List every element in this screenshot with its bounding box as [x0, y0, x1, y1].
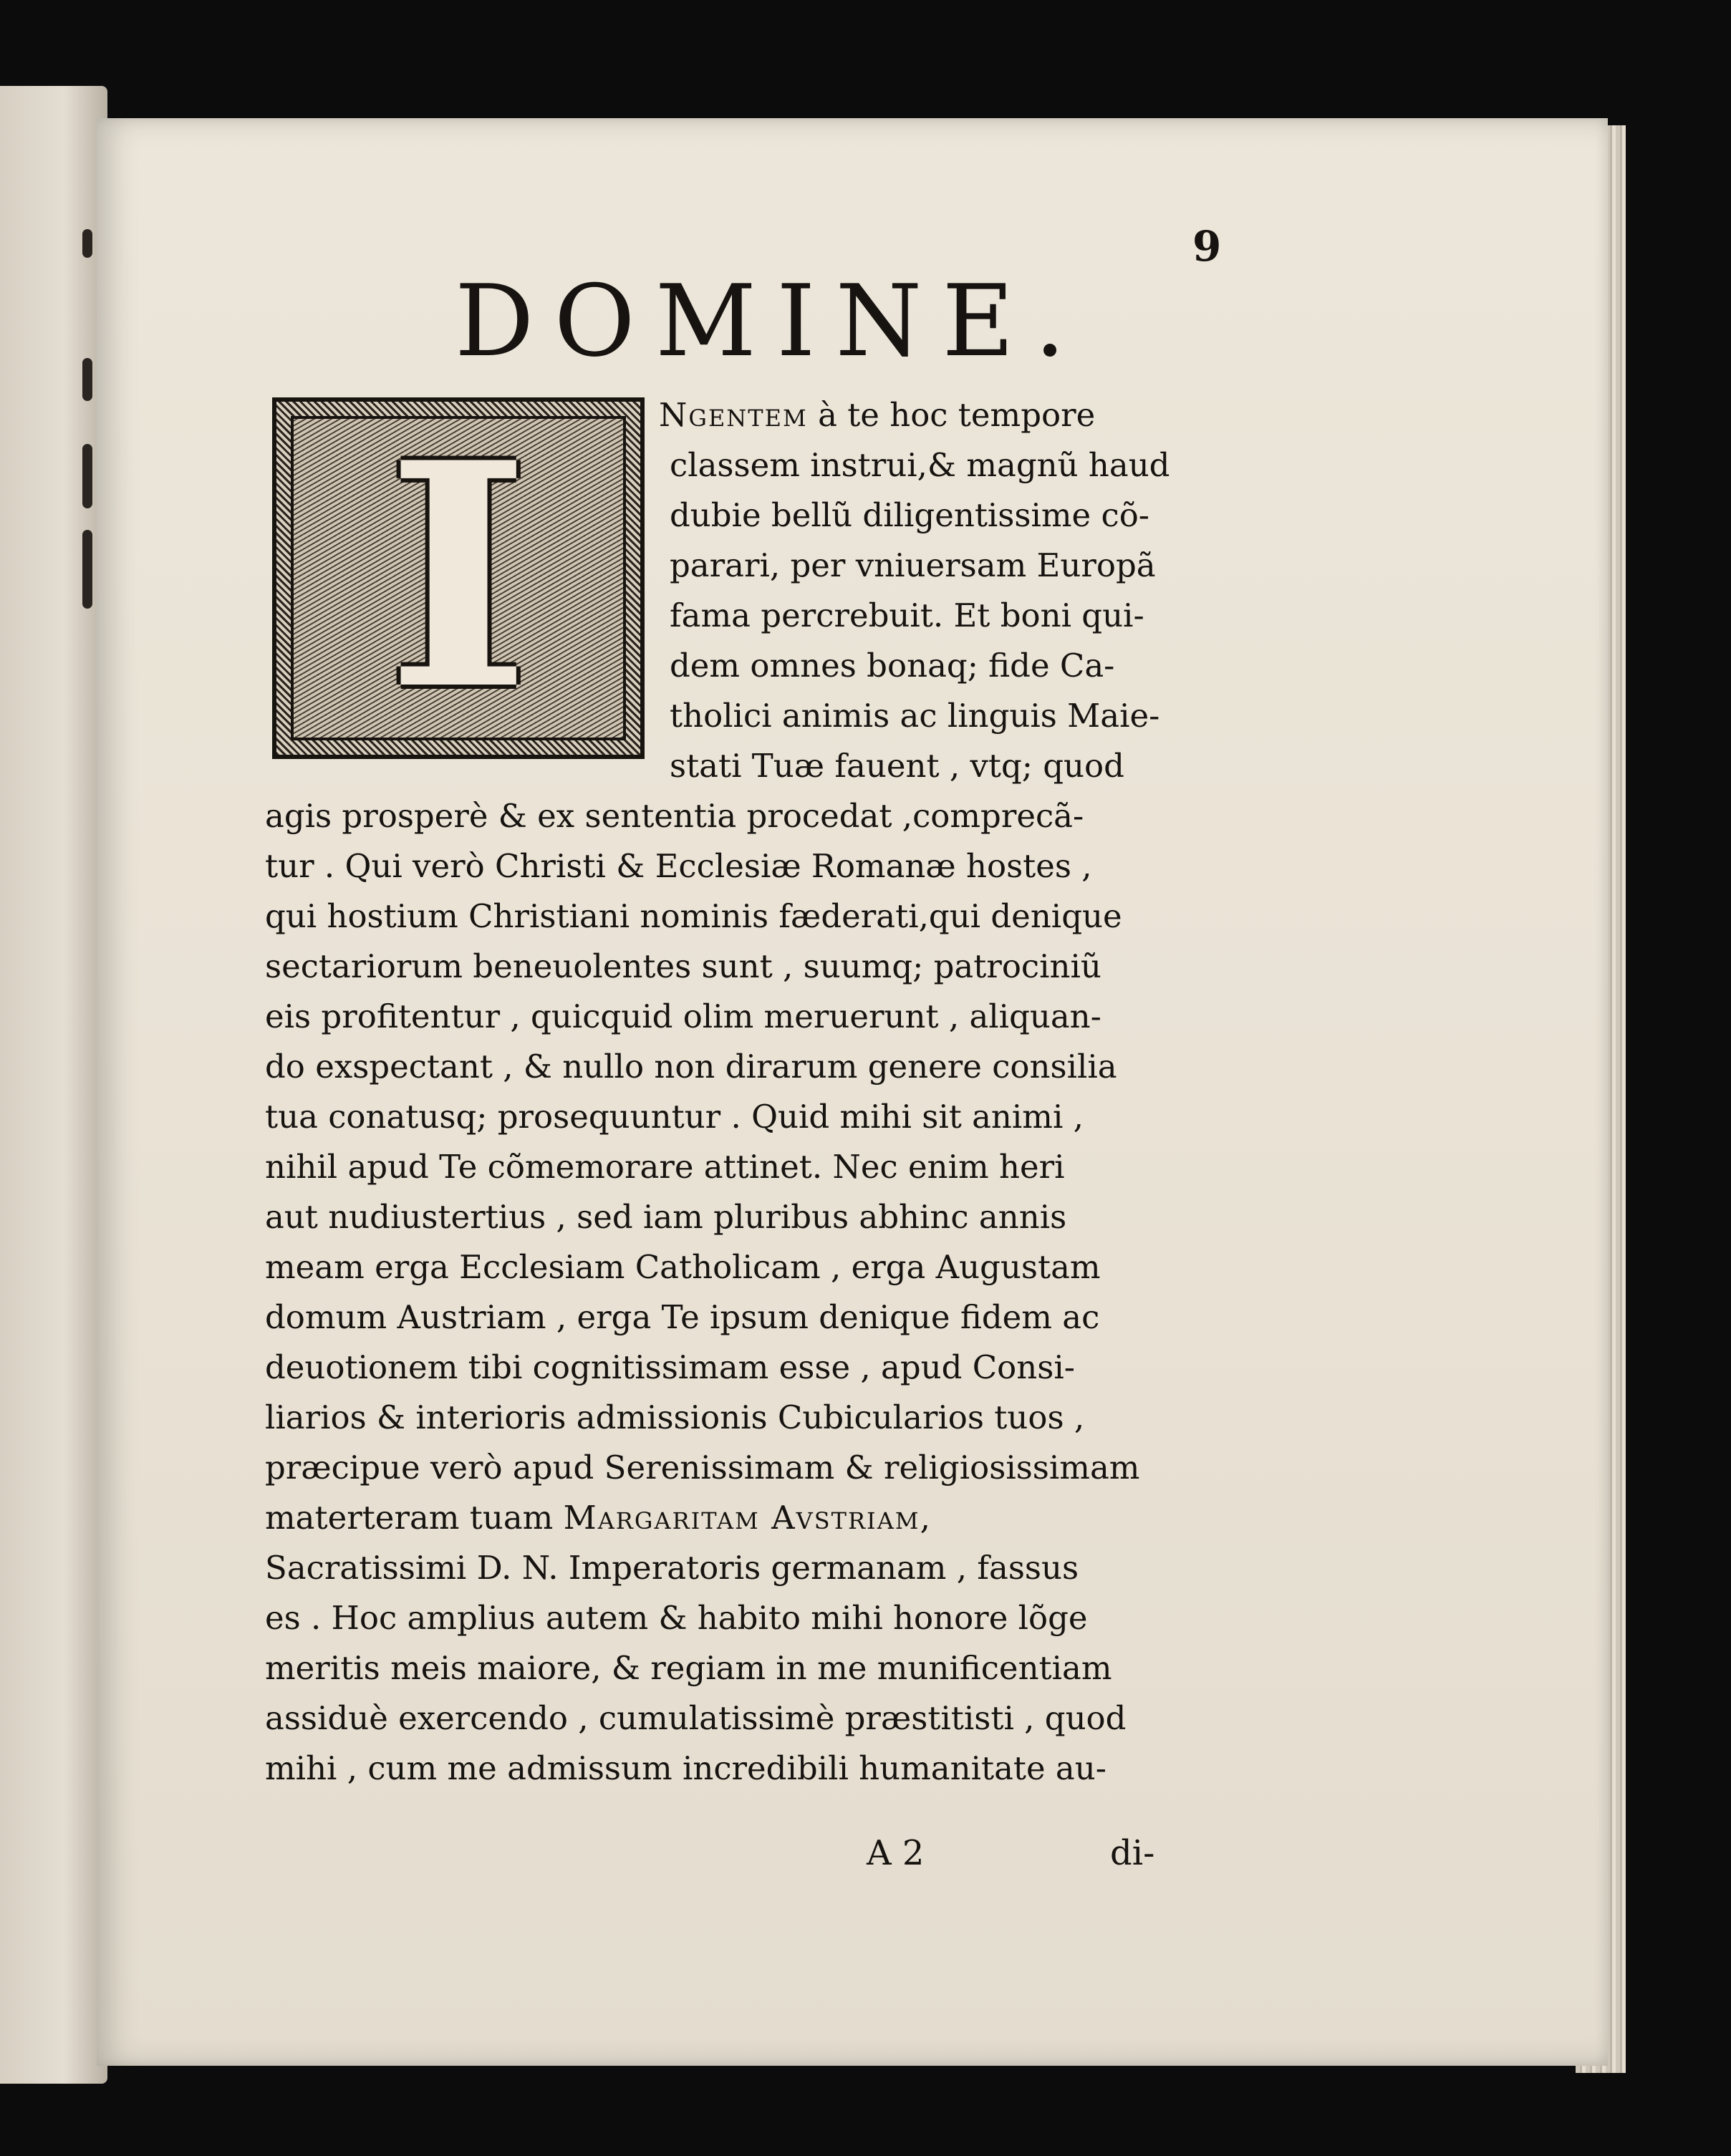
- text-line: dem omnes bonaq; fide Ca-: [670, 647, 1115, 685]
- text-line: meritis meis maiore, & regiam in me munificentiam: [265, 1649, 1112, 1687]
- binding-mark: [82, 358, 92, 401]
- text-line: classem instrui,& magnũ haud: [670, 446, 1170, 484]
- text-line: sectariorum beneuolentes sunt , suumq; patrociniũ: [265, 947, 1101, 985]
- text-line: assiduè exercendo , cumulatissimè præstitisti , quod: [265, 1699, 1127, 1737]
- text-line: fama percrebuit. Et boni qui-: [670, 596, 1144, 634]
- signature-mark: A 2: [867, 1833, 925, 1873]
- text-line: materteram tuam Margaritam Avstriam,: [265, 1499, 932, 1537]
- text-line: præcipue verò apud Serenissimam & religiosissimam: [265, 1449, 1140, 1487]
- text-line: stati Tuæ fauent , vtq; quod: [670, 747, 1124, 785]
- book-page: [97, 118, 1608, 2066]
- text-line: nihil apud Te cõmemorare attinet. Nec enim heri: [265, 1148, 1065, 1186]
- catchword: di-: [1110, 1833, 1155, 1873]
- text-line: meam erga Ecclesiam Catholicam , erga Augustam: [265, 1248, 1101, 1286]
- text-line: es . Hoc amplius autem & habito mihi honore lõge: [265, 1599, 1088, 1637]
- text-line: tholici animis ac linguis Maie-: [670, 697, 1160, 735]
- decorated-initial: [272, 397, 645, 759]
- page-title: DOMINE.: [455, 264, 1086, 379]
- text-line: eis profitentur , quicquid olim meruerunt , aliquan-: [265, 997, 1101, 1035]
- text-line: Sacratissimi D. N. Imperatoris germanam , fassus: [265, 1549, 1079, 1587]
- text-line: dubie bellũ diligentissime cõ-: [670, 496, 1149, 534]
- text-line: domum Austriam , erga Te ipsum denique fidem ac: [265, 1298, 1100, 1336]
- text-line: liarios & interioris admissionis Cubicularios tuos ,: [265, 1398, 1085, 1436]
- binding-mark: [82, 444, 92, 508]
- text-line: agis prosperè & ex sententia procedat ,comprecã-: [265, 797, 1084, 835]
- text-line: Ngentem à te hoc tempore: [659, 396, 1096, 434]
- binding-mark: [82, 530, 92, 609]
- folio-number: 9: [1192, 222, 1222, 271]
- text-line: mihi , cum me admissum incredibili humanitate au-: [265, 1749, 1106, 1787]
- text-line: do exspectant , & nullo non dirarum genere consilia: [265, 1048, 1117, 1086]
- text-line: deuotionem tibi cognitissimam esse , apud Consi-: [265, 1348, 1075, 1386]
- text-line: tua conatusq; prosequuntur . Quid mihi sit animi ,: [265, 1098, 1084, 1136]
- binding-mark: [82, 229, 92, 258]
- first-word: Ngentem: [659, 396, 808, 434]
- name-smallcaps: Margaritam Avstriam,: [563, 1499, 932, 1537]
- text-line: aut nudiustertius , sed iam pluribus abhinc annis: [265, 1198, 1067, 1236]
- text-line: qui hostium Christiani nominis fæderati,qui denique: [265, 897, 1122, 935]
- initial-letter: I: [386, 396, 531, 758]
- text-line: tur . Qui verò Christi & Ecclesiæ Romanæ hostes ,: [265, 847, 1092, 885]
- facing-page-edge: [0, 86, 107, 2084]
- text-line: parari, per vniuersam Europã: [670, 546, 1156, 584]
